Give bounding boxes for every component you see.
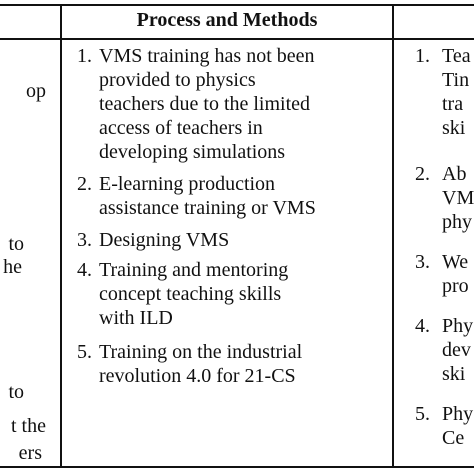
list-item-line: We xyxy=(442,251,469,273)
left-fragment: to xyxy=(8,381,24,403)
list-item-line: pro xyxy=(442,275,469,297)
list-item-line: phy xyxy=(442,211,472,233)
left-fragment: ers xyxy=(18,442,42,464)
list-item-line: developing simulations xyxy=(99,141,286,163)
list-item-number: 1. xyxy=(77,45,92,67)
list-item-line: Tea xyxy=(442,45,471,67)
list-item-number: 5. xyxy=(77,341,92,363)
list-item-line: revolution 4.0 for 21-CS xyxy=(99,365,296,387)
list-item-line: Training on the industrial xyxy=(99,341,303,363)
list-item-number: 4. xyxy=(415,315,430,337)
list-item-number: 2. xyxy=(77,173,92,195)
list-item-number: 2. xyxy=(415,163,430,185)
list-item-line: Phy xyxy=(442,403,474,425)
list-item-number: 1. xyxy=(415,45,430,67)
list-item-line: Training and mentoring xyxy=(99,259,289,281)
list-item-line: access of teachers in xyxy=(99,117,263,139)
list-item-number: 4. xyxy=(77,259,92,281)
header-bottom-rule xyxy=(0,38,474,40)
left-column xyxy=(0,42,62,474)
list-item-line: tra xyxy=(442,93,464,115)
list-item-line: VMS training has not been xyxy=(99,45,315,67)
list-item-line: provided to physics xyxy=(99,69,256,91)
table-top-rule xyxy=(0,4,474,6)
list-item-line: ski xyxy=(442,363,466,385)
list-item-line: VM xyxy=(442,187,474,209)
list-item-line: Designing VMS xyxy=(99,229,230,251)
list-item-line: concept teaching skills xyxy=(99,283,282,305)
right-column-divider xyxy=(392,4,394,467)
list-item-number: 3. xyxy=(77,229,92,251)
list-item-line: E-learning production xyxy=(99,173,276,195)
list-item-line: ski xyxy=(442,117,466,139)
list-item-line: Phy xyxy=(442,315,474,337)
list-item-line: Ce xyxy=(442,427,465,449)
right-column xyxy=(404,42,474,474)
left-fragment: to xyxy=(8,233,24,255)
list-item-number: 3. xyxy=(415,251,430,273)
list-item-line: assistance training or VMS xyxy=(99,197,316,219)
list-item-line: dev xyxy=(442,339,471,361)
list-item-line: Ab xyxy=(442,163,467,185)
column-header-process-methods: Process and Methods xyxy=(136,9,318,31)
left-fragment: he xyxy=(3,256,22,278)
left-fragment: t the xyxy=(11,415,46,437)
list-item-line: teachers due to the limited xyxy=(99,93,311,115)
list-item-line: with ILD xyxy=(99,307,173,329)
middle-column xyxy=(66,42,392,474)
list-item-number: 5. xyxy=(415,403,430,425)
left-fragment: op xyxy=(26,80,46,102)
list-item-line: Tin xyxy=(442,69,470,91)
